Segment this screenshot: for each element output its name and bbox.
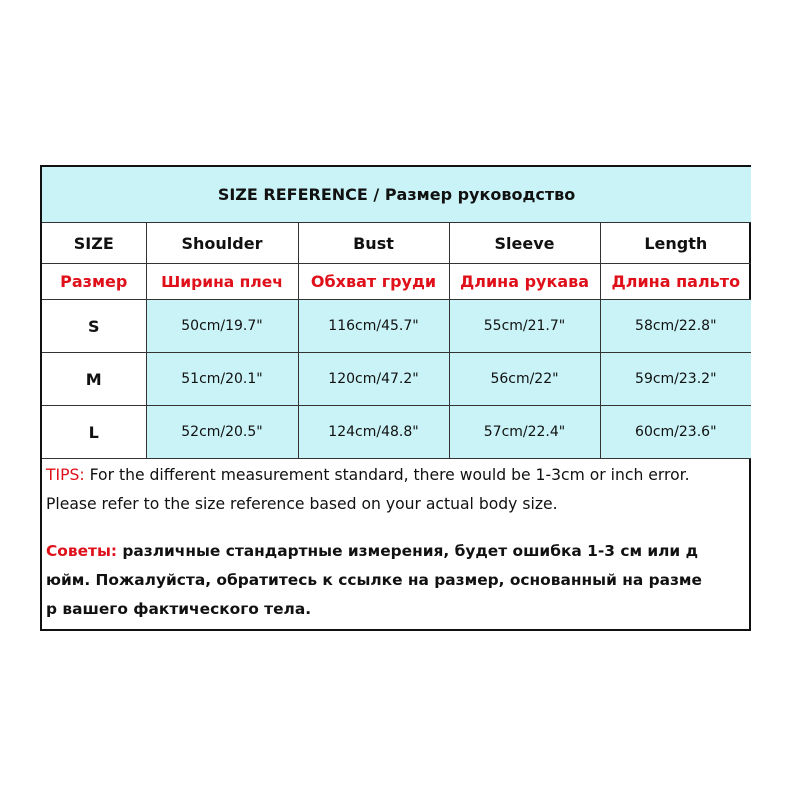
size-cell: L (42, 406, 146, 459)
tips-ru-label: Советы: (46, 542, 118, 560)
tips-label: TIPS: (46, 466, 85, 484)
sleeve-cell: 56cm/22" (449, 353, 600, 406)
header-row-en (42, 223, 751, 264)
bust-cell: 120cm/47.2" (298, 353, 449, 406)
header-sleeve-ru: Длина рукава (449, 264, 600, 300)
header-sleeve: Sleeve (449, 223, 600, 264)
shoulder-cell: 52cm/20.5" (146, 406, 298, 459)
shoulder-cell: 50cm/19.7" (146, 300, 298, 353)
tips-ru-text-1: различные стандартные измерения, будет ошибка 1-3 см или д (117, 542, 699, 560)
sleeve-cell: 57cm/22.4" (449, 406, 600, 459)
size-reference-sheet (40, 165, 751, 631)
tips-ru-line-2: юйм. Пожалуйста, обратитесь к ссылке на размер, основанный на разме (46, 571, 702, 589)
length-cell: 58cm/22.8" (600, 300, 751, 353)
size-table (42, 167, 751, 459)
tips-note (42, 459, 749, 519)
header-length: Length (600, 223, 751, 264)
length-cell: 60cm/23.6" (600, 406, 751, 459)
table-row (42, 300, 751, 353)
shoulder-cell: 51cm/20.1" (146, 353, 298, 406)
header-row-ru (42, 264, 751, 300)
tips-line-2: Please refer to the size reference based on your actual body size. (46, 495, 558, 513)
bust-cell: 116cm/45.7" (298, 300, 449, 353)
tips-note-ru (42, 537, 749, 624)
bust-cell: 124cm/48.8" (298, 406, 449, 459)
length-cell: 59cm/23.2" (600, 353, 751, 406)
header-shoulder-ru: Ширина плеч (146, 264, 298, 300)
table-row (42, 353, 751, 406)
tips-text-1: For the different measurement standard, there would be 1-3cm or inch error. (84, 466, 690, 484)
header-bust-ru: Обхват груди (298, 264, 449, 300)
size-cell: S (42, 300, 146, 353)
sleeve-cell: 55cm/21.7" (449, 300, 600, 353)
title-row (42, 167, 751, 223)
size-cell: M (42, 353, 146, 406)
header-length-ru: Длина пальто (600, 264, 751, 300)
header-bust: Bust (298, 223, 449, 264)
tips-ru-line-1 (46, 537, 745, 566)
table-title: SIZE REFERENCE / Размер руководство (42, 167, 751, 223)
header-size: SIZE (42, 223, 146, 264)
tips-line-1 (46, 461, 745, 490)
tips-ru-line-3: р вашего фактического тела. (46, 600, 312, 618)
header-size-ru: Размер (42, 264, 146, 300)
header-shoulder: Shoulder (146, 223, 298, 264)
table-row (42, 406, 751, 459)
